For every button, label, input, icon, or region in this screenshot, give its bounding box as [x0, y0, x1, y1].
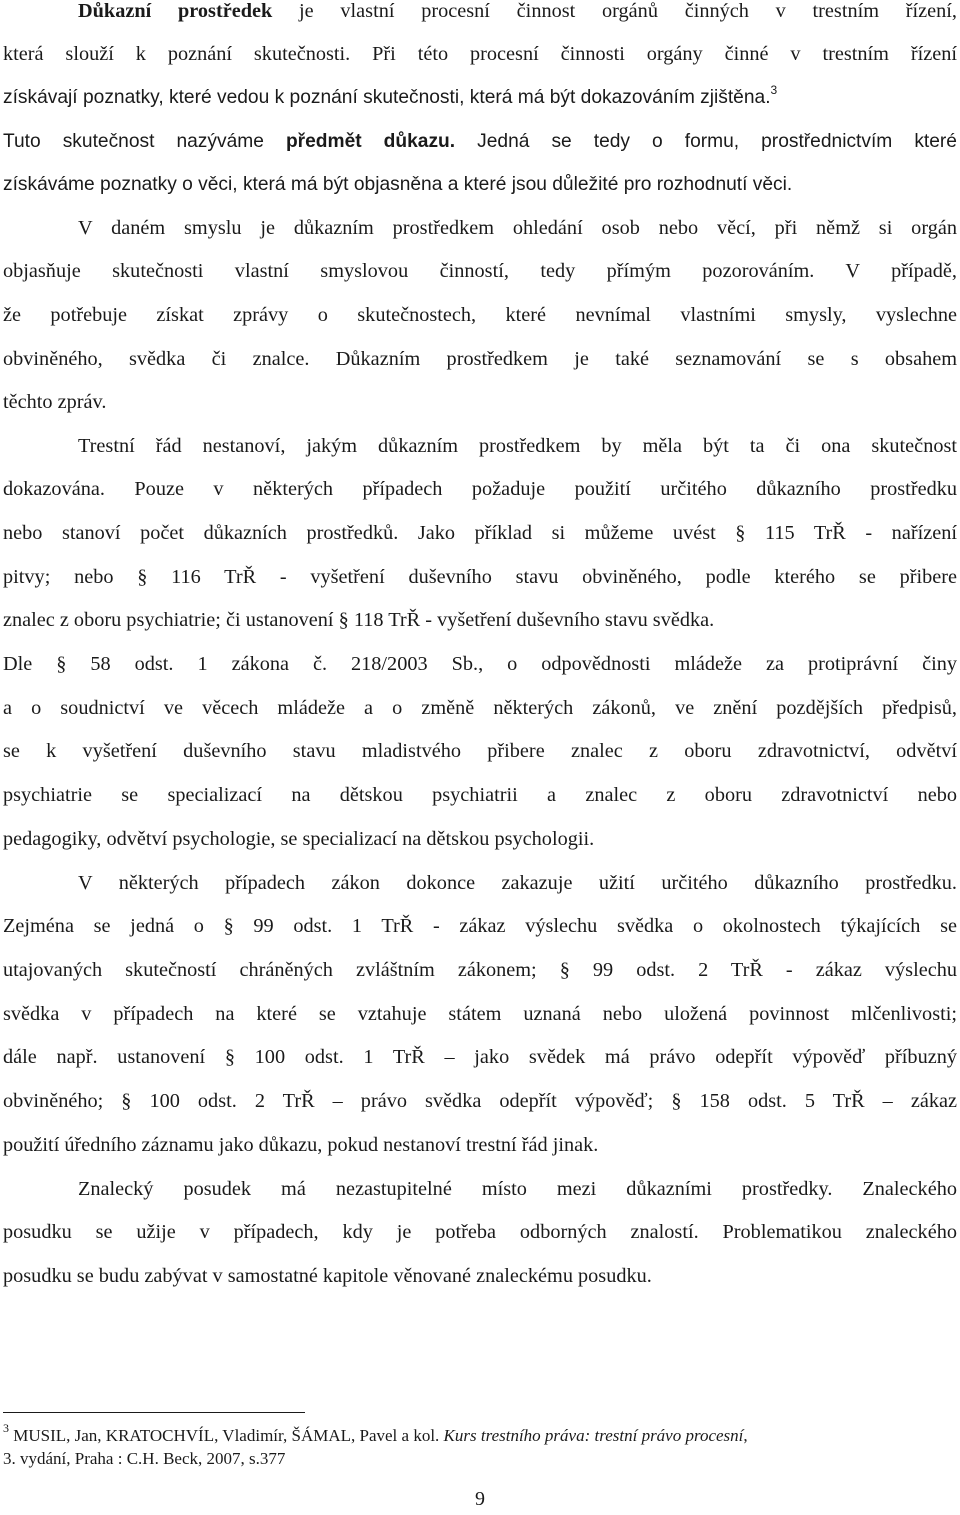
- footnote-separator: [3, 1412, 305, 1413]
- paragraph-4-line-7: použití úředního záznamu jako důkazu, pokud nestanoví trestní řád jinak.: [3, 1134, 599, 1156]
- paragraph-4-line-6: obviněného; § 100 odst. 2 TrŘ – právo svědka odepřít výpověď; § 158 odst. 5 TrŘ – zákaz: [3, 1090, 957, 1112]
- paragraph-4-line-3: utajovaných skutečností chráněných zvláštním zákonem; § 99 odst. 2 TrŘ - zákaz výslechu: [3, 959, 957, 981]
- paragraph-3-line-3: nebo stanoví počet důkazních prostředků. Jako příklad si můžeme uvést § 115 TrŘ - nařízení: [3, 522, 957, 544]
- paragraph-4-line-5: dále např. ustanovení § 100 odst. 1 TrŘ – jako svědek má právo odepřít výpověď příbuzný: [3, 1046, 957, 1068]
- paragraph-5-line-2: posudku se užije v případech, kdy je potřeba odborných znalostí. Problematikou znaleckého: [3, 1221, 957, 1243]
- paragraph-3-line-8: se k vyšetření duševního stavu mladistvého přibere znalec z oboru zdravotnictví, odvětví: [3, 740, 957, 762]
- paragraph-3-line-1: Trestní řád nestanoví, jakým důkazním prostředkem by měla být ta či ona skutečnost: [78, 435, 957, 457]
- footnote-marker: 3: [3, 1421, 9, 1435]
- footnote-reference: 3: [770, 83, 778, 97]
- term-predmet-dukazu: předmět důkazu.: [285, 131, 456, 152]
- paragraph-3-line-10: pedagogiky, odvětví psychologie, se specializací na dětskou psychologii.: [3, 828, 595, 850]
- paragraph-2-line-3: že potřebuje získat zprávy o skutečnostech, které nevnímal vlastními smysly, vyslechne: [3, 304, 957, 326]
- paragraph-5-line-3: posudku se budu zabývat v samostatné kapitole věnované znaleckému posudku.: [3, 1265, 652, 1287]
- paragraph-1-line-3: získávají poznatky, které vedou k poznání skutečnosti, která má být dokazováním zjištěna.$^3$: [3, 83, 778, 108]
- paragraph-4-line-4: svědka v případech na které se vztahuje státem uznaná nebo uložená povinnost mlčenlivosti;: [3, 1003, 957, 1025]
- footnote-book-title: Kurs trestního práva: trestní právo procesní: [443, 1426, 744, 1445]
- paragraph-2-line-2: objasňuje skutečnosti vlastní smyslovou činností, tedy přímým pozorováním. V případě,: [3, 260, 957, 282]
- paragraph-1-line-4: Tuto skutečnost nazýváme předmět důkazu. Jedná se tedy o formu, prostřednictvím které: [3, 131, 957, 152]
- paragraph-3-line-7: a o soudnictví ve věcech mládeže a o změně některých zákonů, ve znění pozdějších předpisů,: [3, 697, 957, 719]
- paragraph-1-line-1: Důkazní prostředek je vlastní procesní činnost orgánů činných v trestním řízení,: [78, 0, 957, 22]
- term-dukazni-prostredek: Důkazní prostředek: [78, 0, 273, 22]
- paragraph-1-line-2: která slouží k poznání skutečnosti. Při této procesní činnosti orgány činné v trestním řízení: [3, 43, 957, 65]
- paragraph-5-line-1: Znalecký posudek má nezastupitelné místo mezi důkazními prostředky. Znaleckého: [78, 1178, 957, 1200]
- paragraph-3-line-5: znalec z oboru psychiatrie; či ustanovení § 118 TrŘ - vyšetření duševního stavu svědka.: [3, 609, 715, 631]
- page-number: 9: [475, 1488, 485, 1510]
- paragraph-4-line-2: Zejména se jedná o § 99 odst. 1 TrŘ - zákaz výslechu svědka o okolnostech týkajících se: [3, 915, 957, 937]
- paragraph-4-line-1: V některých případech zákon dokonce zakazuje užití určitého důkazního prostředku.: [78, 872, 957, 894]
- paragraph-2-line-4: obviněného, svědka či znalce. Důkazním prostředkem je také seznamování se s obsahem: [3, 348, 957, 370]
- paragraph-3-line-2: dokazována. Pouze v některých případech požaduje použití určitého důkazního prostředku: [3, 478, 957, 500]
- paragraph-2-line-5: těchto zpráv.: [3, 391, 107, 413]
- footnote-line-2: 3. vydání, Praha : C.H. Beck, 2007, s.377: [3, 1449, 286, 1468]
- paragraph-3-line-4: pitvy; nebo § 116 TrŘ - vyšetření duševního stavu obviněného, podle kterého se přibere: [3, 566, 957, 588]
- paragraph-3-line-6: Dle § 58 odst. 1 zákona č. 218/2003 Sb., o odpovědnosti mládeže za protiprávní činy: [3, 653, 957, 675]
- footnote-line-1: $^3$ MUSIL, Jan, KRATOCHVÍL, Vladimír, ŠÁMAL, Pavel a kol. Kurs trestního práva: trestní právo procesní,: [3, 1421, 748, 1445]
- paragraph-3-line-9: psychiatrie se specializací na dětskou psychiatrii a znalec z oboru zdravotnictví nebo: [3, 784, 957, 806]
- paragraph-1-line-5: získáváme poznatky o věci, která má být objasněna a které jsou důležité pro rozhodnutí věci.: [3, 174, 793, 195]
- paragraph-2-line-1: V daném smyslu je důkazním prostředkem ohledání osob nebo věcí, při němž si orgán: [78, 217, 957, 239]
